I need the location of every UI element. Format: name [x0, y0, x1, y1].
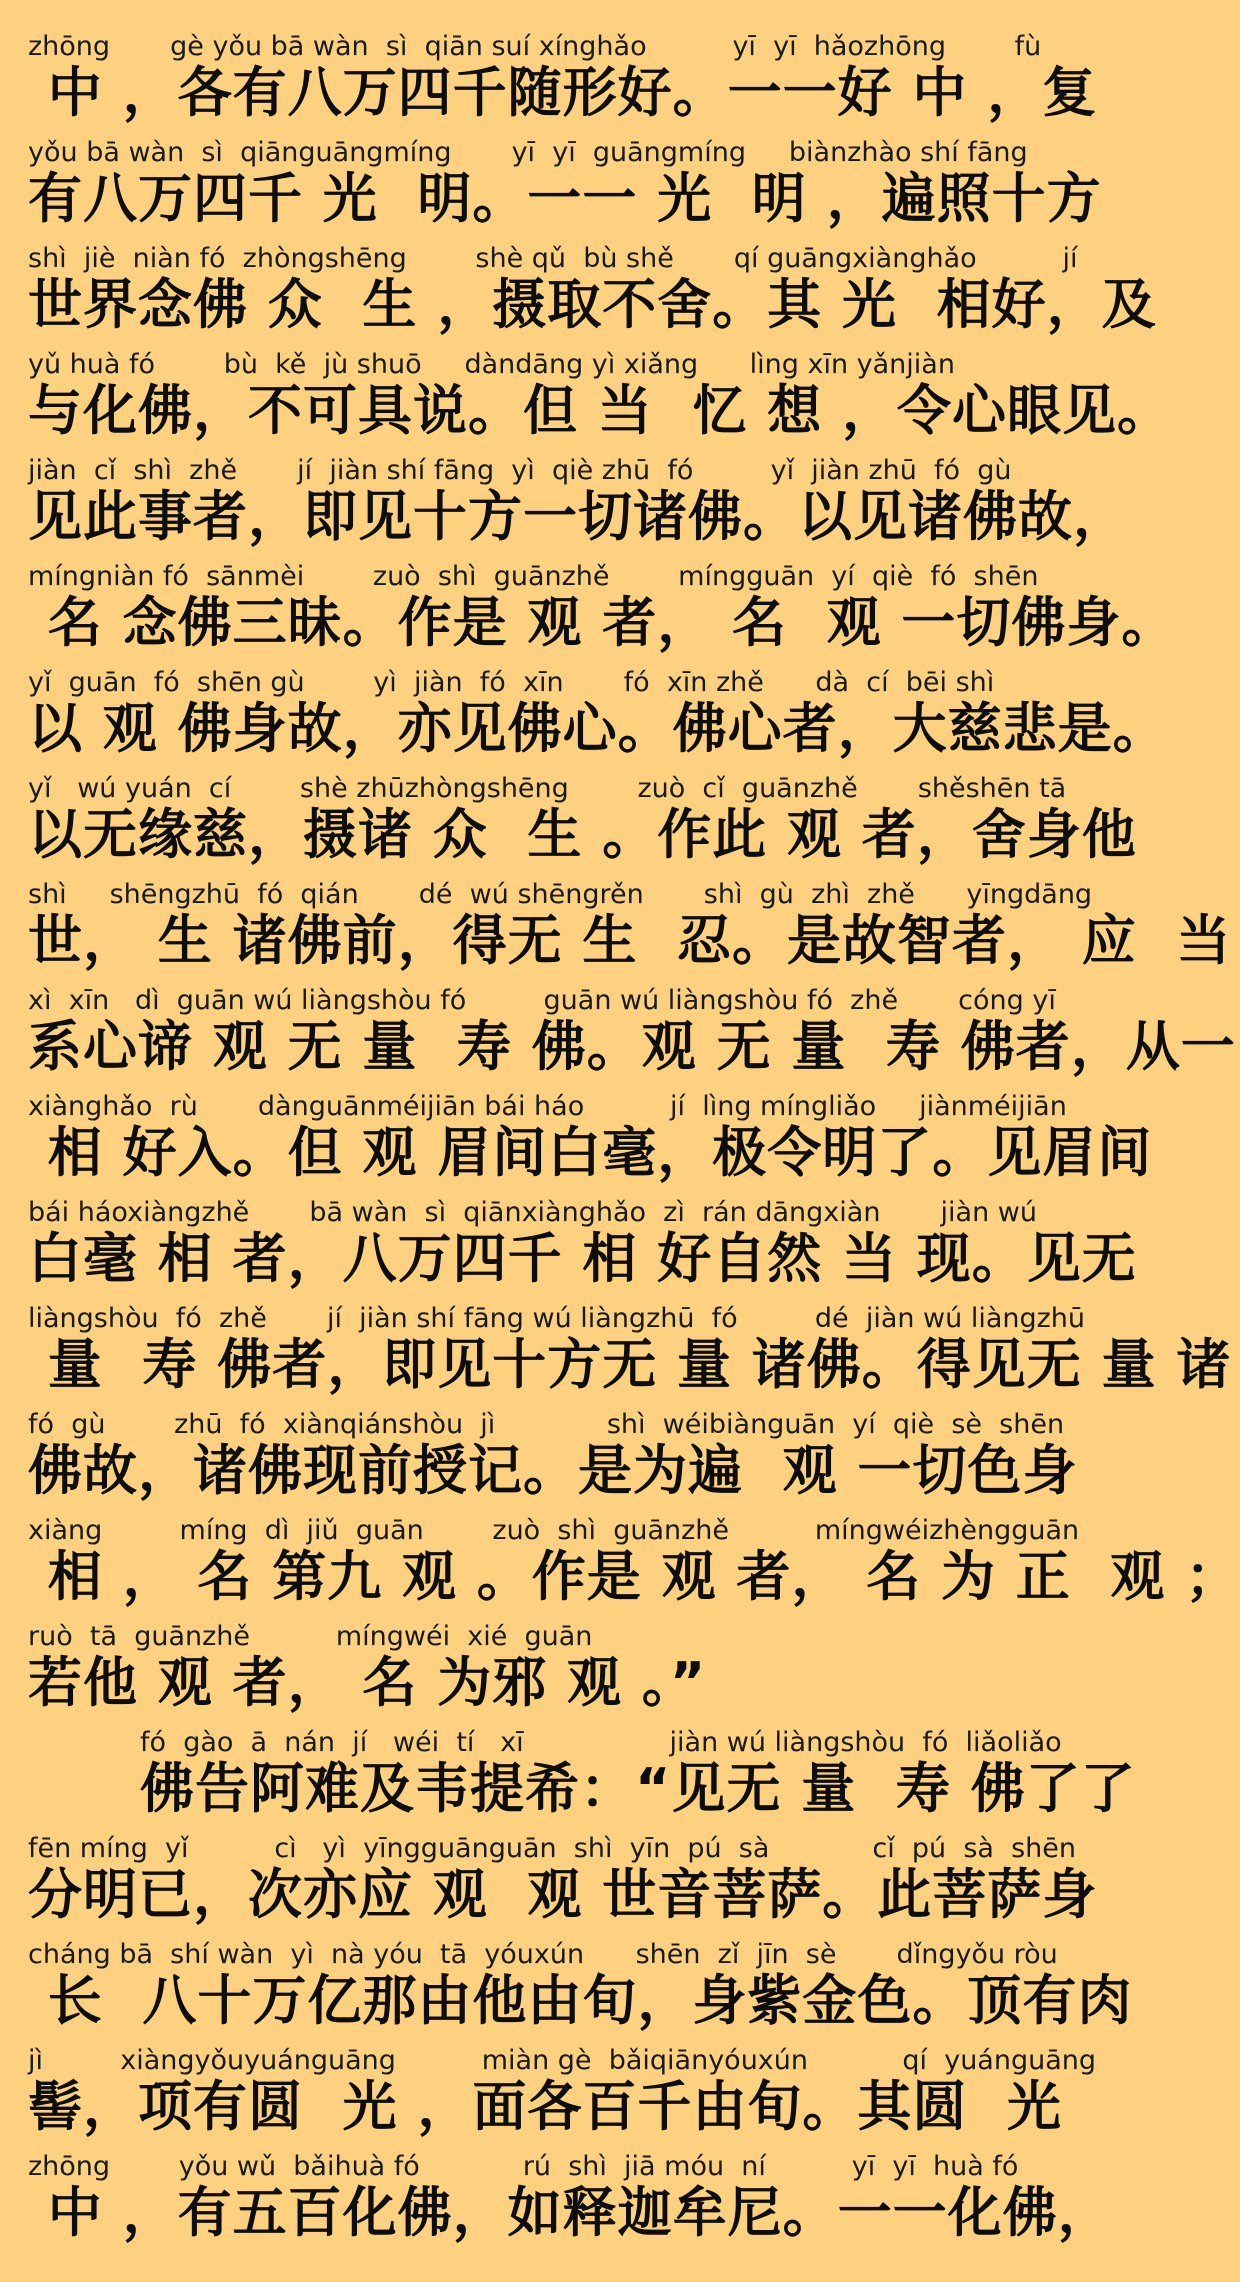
pinyin-annotation: xiàng míng dì jiǔ guān zuò shì guānzhě míngwéizhèngguān: [28, 1515, 1080, 1546]
text-line: [28, 1408, 1078, 1514]
text-line: [28, 30, 1098, 136]
chinese-text: 佛告阿难及韦提希：“见无 量 寿 佛了了: [140, 1757, 1136, 1820]
pinyin-annotation: liàngshòu fó zhě jí jiàn shí fāng wú liàngzhū fó dé jiàn wú liàngzhū: [28, 1303, 1086, 1334]
chinese-text: 量 寿 佛者，即见十方无 量 诸佛。得见无 量 诸: [28, 1333, 1232, 1396]
chinese-text: 分明已，次亦应 观 观 世音菩萨。此菩萨身: [28, 1863, 1098, 1926]
text-line: [28, 348, 1172, 454]
chinese-text: 长 八十万亿那由他由旬，身紫金色。顶有肉: [28, 1969, 1133, 2032]
pinyin-annotation: yǒu bā wàn sì qiānguāngmíng yī yī guāngmíng biànzhào shí fāng: [28, 137, 1028, 168]
pinyin-annotation: yǐ guān fó shēn gù yì jiàn fó xīn fó xīn zhě dà cí bēi shì: [28, 667, 995, 698]
pinyin-annotation: cháng bā shí wàn yì nà yóu tā yóuxún shēn zǐ jīn sè dǐngyǒu ròu: [28, 1939, 1058, 1970]
pinyin-annotation: shì jiè niàn fó zhòngshēng shè qǔ bù shě qí guāngxiànghǎo jí: [28, 243, 1078, 274]
text-line: [28, 878, 1232, 984]
chinese-text: 系心谛 观 无 量 寿 佛。观 无 量 寿 佛者，从一: [28, 1015, 1236, 1078]
text-line: [28, 666, 1168, 772]
pinyin-annotation: jì xiàngyǒuyuánguāng miàn gè bǎiqiānyóuxún qí yuánguāng: [28, 2045, 1097, 2076]
text-line: [28, 454, 1128, 560]
chinese-text: 若他 观 者， 名 为邪 观 。”: [28, 1651, 707, 1714]
chinese-text: 世， 生 诸佛前，得无 生 忍。是故智者， 应 当: [28, 909, 1232, 972]
text-line: [28, 1620, 1052, 1726]
pinyin-annotation: ruò tā guānzhě míngwéi xié guān: [28, 1621, 593, 1652]
text-line: [28, 1726, 1136, 1832]
text-line: [28, 242, 1157, 348]
chinese-text: 以无缘慈，摄诸 众 生 。作此 观 者，舍身他: [28, 803, 1137, 866]
chinese-text: 世界念佛 众 生 ，摄取不舍。其 光 相好，及: [28, 273, 1157, 336]
text-line: [28, 1832, 1098, 1938]
text-line: [28, 772, 1137, 878]
pinyin-annotation: zhōng yǒu wǔ bǎihuà fó rú shì jiā móu ní yī yī huà fó: [28, 2151, 1019, 2182]
chinese-text: 中 ，各有八万四千随形好。一一好 中 ，复: [28, 61, 1098, 124]
pinyin-annotation: fēn míng yǐ cì yì yīngguānguān shì yīn pú sà cǐ pú sà shēn: [28, 1833, 1077, 1864]
pinyin-annotation: xì xīn dì guān wú liàngshòu fó guān wú liàngshòu fó zhě cóng yī: [28, 985, 1056, 1016]
pinyin-annotation: zhōng gè yǒu bā wàn sì qiān suí xínghǎo yī yī hǎozhōng fù: [28, 31, 1042, 62]
text-line: [28, 1302, 1232, 1408]
chinese-text: 与化佛，不可具说。但 当 忆 想 ，令心眼见。: [28, 379, 1172, 442]
text-line: [28, 1938, 1133, 2044]
chinese-text: 见此事者，即见十方一切诸佛。以见诸佛故，: [28, 485, 1128, 548]
pinyin-annotation: fó gù zhū fó xiànqiánshòu jì shì wéibiànguān yí qiè sè shēn: [28, 1409, 1065, 1440]
chinese-text: 白毫 相 者，八万四千 相 好自然 当 现。见无: [28, 1227, 1137, 1290]
text-line: [28, 136, 1102, 242]
pinyin-annotation: xiànghǎo rù dànguānméijiān bái háo jí lìng míngliǎo jiànméijiān: [28, 1091, 1067, 1122]
chinese-text: 中 ，有五百化佛，如释迦牟尼。一一化佛，: [28, 2181, 1113, 2244]
chinese-text: 有八万四千 光 明。一一 光 明 ，遍照十方: [28, 167, 1102, 230]
pinyin-annotation: bái háoxiàngzhě bā wàn sì qiānxiànghǎo zì rán dāngxiàn jiàn wú: [28, 1197, 1037, 1228]
text-line: [28, 2044, 1097, 2150]
chinese-text: 名 念佛三昧。作是 观 者， 名 观 一切佛身。: [28, 591, 1177, 654]
text-line: [28, 1090, 1153, 1196]
chinese-text: 相 ， 名 第九 观 。作是 观 者， 名 为 正 观 ；: [28, 1545, 1240, 1608]
pinyin-annotation: yǔ huà fó bù kě jù shuō dàndāng yì xiǎng lìng xīn yǎnjiàn: [28, 349, 955, 380]
text-line: [28, 1514, 1240, 1620]
text-line: [28, 1196, 1137, 1302]
chinese-text: 佛故，诸佛现前授记。是为遍 观 一切色身: [28, 1439, 1078, 1502]
chinese-text: 相 好入。但 观 眉间白毫，极令明了。见眉间: [28, 1121, 1153, 1184]
pinyin-annotation: shì shēngzhū fó qián dé wú shēngrěn shì gù zhì zhě yīngdāng: [28, 879, 1093, 910]
pinyin-annotation: míngniàn fó sānmèi zuò shì guānzhě míngguān yí qiè fó shēn: [28, 561, 1039, 592]
pinyin-annotation: fó gào ā nán jí wéi tí xī jiàn wú liàngshòu fó liǎoliǎo: [140, 1727, 1062, 1758]
pinyin-annotation: jiàn cǐ shì zhě jí jiàn shí fāng yì qiè zhū fó yǐ jiàn zhū fó gù: [28, 455, 1012, 486]
text-line: [28, 2150, 1113, 2256]
text-line: [28, 560, 1177, 666]
text-line: [28, 984, 1236, 1090]
pinyin-annotation: yǐ wú yuán cí shè zhūzhòngshēng zuò cǐ guānzhě shěshēn tā: [28, 773, 1067, 804]
chinese-text: 以 观 佛身故，亦见佛心。佛心者，大慈悲是。: [28, 697, 1168, 760]
chinese-text: 髻，项有圆 光 ，面各百千由旬。其圆 光: [28, 2075, 1062, 2138]
